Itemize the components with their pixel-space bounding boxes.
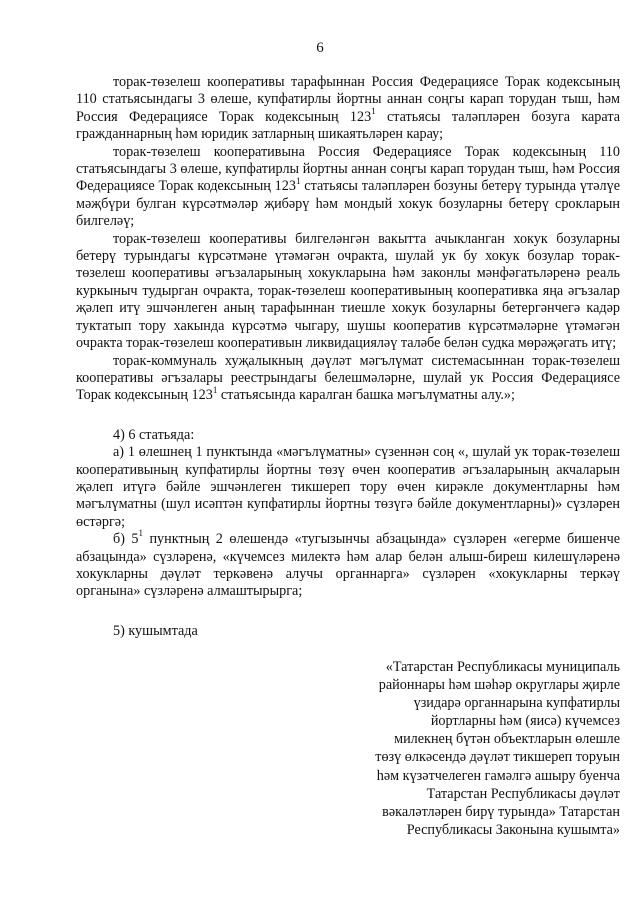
document-body: [76, 74, 620, 640]
paragraph-5: 4) 6 статьяда:: [113, 426, 195, 443]
quote-line: йортларны һәм (яисә) күчемсез: [430, 713, 620, 730]
page-number: 6: [316, 40, 324, 56]
paragraph-6: а) 1 өлешнең 1 пунктында «мәгълүматны» сүзеннән соң «, шулай ук торак-төзелеш кооперативының купфатирлы йортны төзү өчен кооператив әгъзаларының акчаларын җәлеп итүгә бәйле эшчәнлеген тикшереп тору өчен кирәкле документларны һәм мәгълүматны (шул исәптән купфатирлы йортны төзүгә бәйле документларны)» сүзләрен өстәргә;: [76, 444, 620, 530]
quote-line: Татарстан Республикасы дәүләт: [426, 785, 620, 802]
paragraph-7: б) $5^1$ пунктның 2 өлешендә «тугызынчы абзацында» сүзләрен «егерме бишенче абзацында» сүзләренә, «күчемсез милектә һәм алар белән алыш-биреш килешүләренә хокукларны дәүләт теркәвенә алучы органнарга» сүзләрен «хокукларны теркәү органына» сүзләренә алмаштырырга;: [76, 528, 620, 600]
quote-line: районнары һәм шәһәр округлары җирле: [378, 677, 620, 694]
paragraph-8: 5) кушымтада: [113, 622, 198, 639]
quote-line: һәм күзәтчелеген гамәлгә ашыру буенча: [376, 767, 620, 784]
quoted-title: [350, 658, 620, 839]
quote-line: «Татарстан Республикасы муниципаль: [385, 659, 620, 675]
paragraph-3: торак-төзелеш кооперативы билгеләнгән вакытта ачыкланган хокук бозуларны бетерү турындагы күрсәтмәне үтәмәгән очракта, шулай ук бу хокук бозулар торак-төзелеш кооперативы әгъзаларының хокукларына һәм законлы мәнфәгатьләренә реаль куркыныч тудырган очракта, торак-төзелеш кооперативының кооперативка яңа әгъзалар җәлеп итү эшчәнлеген аның тарафыннан тиешле хокук бозуларны бетергәнчегә кадәр туктатып тору хакында күрсәтмә чыгару, шушы кооператив күрсәтмәләрне үтәмәгән очракта торак-төзелеш кооперативын ликвидацияләү таләбе белән судка мөрәҗәгать итү;: [76, 230, 620, 352]
quote-line: төзү өлкәсендә дәүләт тикшереп торуын: [375, 749, 620, 766]
quote-line: үзидарә органнарына купфатирлы: [413, 695, 620, 712]
quote-line: Республикасы Законына кушымта»: [406, 821, 620, 838]
quote-line: милекнең бүтән объектларын өлешле: [394, 731, 620, 748]
paragraph-2: торак-төзелеш кооперативына Россия Федерациясе Торак кодексының 110 статьясындагы 3 өлеше, купфатирлы йортны аннан соңгы карап торудан тыш, һәм Россия Федерациясе Торак кодексының $123^1$ статьясы таләпләрен бозуны бетерү турында үтәлүе мәҗбүри булган күрсәтмәләр җибәрү һәм мондый хокук бозуларны бетерү срокларын билгеләү;: [76, 143, 620, 230]
paragraph-1: торак-төзелеш кооперативы тарафыннан Россия Федерациясе Торак кодексының 110 статьясындагы 3 өлеше, купфатирлы йортны аннан соңгы карап торудан тыш, һәм Россия Федерациясе Торак кодексының $123^1$ статьясы таләпләрен бозуга карата гражданнарның һәм юридик затларның шикаятьләрен карау;: [76, 74, 620, 143]
quote-line: вәкаләтләрен бирү турында» Татарстан: [382, 803, 620, 820]
paragraph-4: торак-коммуналь хуҗалыкның дәүләт мәгълүмат системасыннан торак-төзелеш кооперативы әгъзалары реестрындагы белешмәләрне, шулай ук Россия Федерациясе Торак кодексының $123^1$ статьясында каралган башка мәгълүматны алу.»;: [76, 352, 620, 404]
